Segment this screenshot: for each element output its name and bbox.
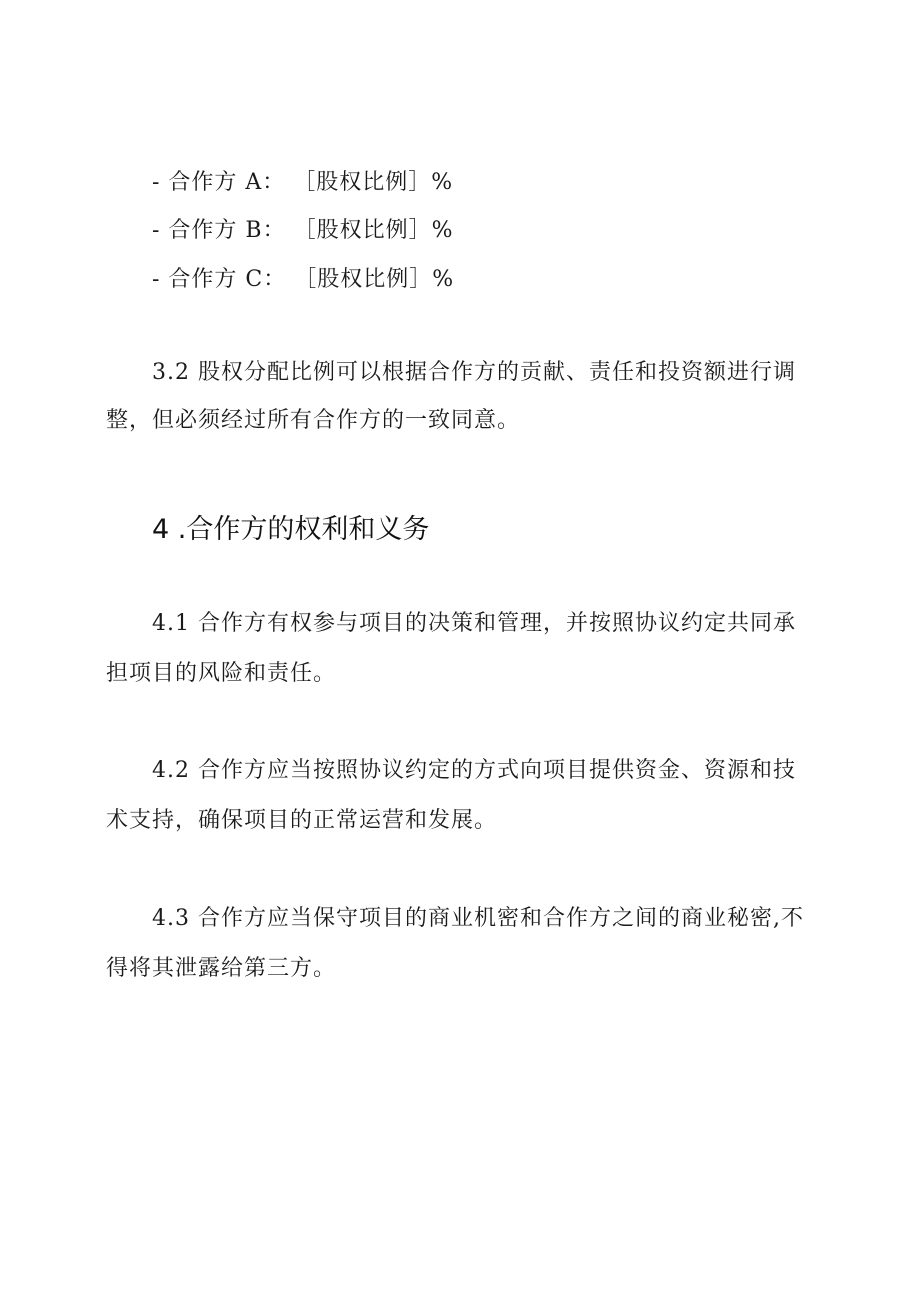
clause-4-3-line-2: 得将其泄露给第三方。: [106, 956, 337, 981]
section-4-heading: 4 .合作方的权利和义务: [152, 514, 430, 545]
clause-4-2-line-2: 术支持，确保项目的正常运营和发展。: [106, 808, 498, 833]
equity-item-c: - 合作方 C： ［股权比例］%: [152, 267, 455, 292]
clause-4-1-line-1: 4.1 合作方有权参与项目的决策和管理，并按照协议约定共同承: [152, 611, 796, 636]
clause-3-2-line-2: 整，但必须经过所有合作方的一致同意。: [106, 408, 521, 433]
clause-4-2-line-1: 4.2 合作方应当按照协议约定的方式向项目提供资金、资源和技: [152, 758, 796, 783]
equity-item-a: - 合作方 A： ［股权比例］%: [152, 170, 454, 195]
clause-4-1-line-2: 担项目的风险和责任。: [106, 661, 337, 686]
clause-4-3-line-1: 4.3 合作方应当保守项目的商业机密和合作方之间的商业秘密,不: [152, 906, 804, 931]
equity-item-b: - 合作方 B： ［股权比例］%: [152, 218, 454, 243]
clause-3-2-line-1: 3.2 股权分配比例可以根据合作方的贡献、责任和投资额进行调: [152, 360, 796, 385]
